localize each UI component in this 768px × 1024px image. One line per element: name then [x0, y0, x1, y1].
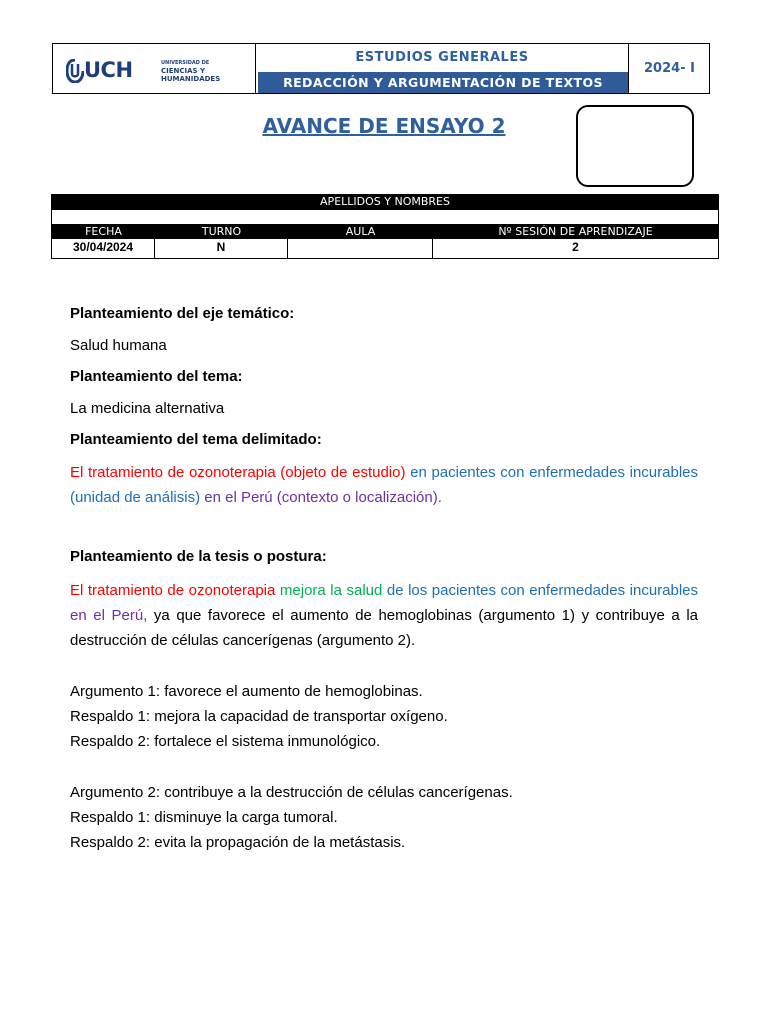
- university-logo-cell: [53, 44, 256, 93]
- col-fecha: FECHA: [85, 225, 122, 238]
- logo-university-name: [161, 60, 241, 83]
- tema-value: La medicina alternativa: [70, 400, 225, 417]
- course-info-cell: [256, 44, 629, 93]
- val-sesion: 2: [572, 240, 579, 254]
- name-header: APELLIDOS Y NOMBRES: [320, 195, 450, 208]
- delimited-object: El tratamiento de ozonoterapia (objeto de estudio): [70, 464, 406, 481]
- argument-2-backing-1: Respaldo 1: disminuye la carga tumoral.: [70, 809, 338, 826]
- name-value-row: [52, 209, 718, 225]
- logo-line-1: UNIVERSIDAD DE: [161, 60, 210, 66]
- tesis-context: en el Perú,: [70, 607, 148, 624]
- page-title: AVANCE DE ENSAYO 2: [262, 114, 506, 138]
- tesis-reasons: ya que favorece el aumento de hemoglobinas (argumento 1) y contribuye a la destrucción de células cancerígenas (argumento 2).: [70, 607, 699, 649]
- val-fecha: 30/04/2024: [52, 239, 155, 258]
- tesis-heading: Planteamiento de la tesis o postura:: [70, 548, 327, 565]
- course-area: ESTUDIOS GENERALES: [355, 50, 529, 65]
- name-header-row: [52, 195, 718, 209]
- argument-1-backing-1: Respaldo 1: mejora la capacidad de transportar oxígeno.: [70, 708, 448, 725]
- col-aula: AULA: [345, 225, 376, 238]
- delimited-heading: Planteamiento del tema delimitado:: [70, 431, 322, 448]
- photo-box: [576, 105, 694, 187]
- logo-brand-text: UCH: [84, 58, 133, 82]
- argument-2-backing-2: Respaldo 2: evita la propagación de la metástasis.: [70, 834, 406, 851]
- tema-heading: Planteamiento del tema:: [70, 368, 243, 385]
- val-aula: [288, 239, 433, 258]
- columns-header-row: [52, 225, 718, 239]
- argument-2: Argumento 2: contribuye a la destrucción de células cancerígenas.: [70, 784, 513, 801]
- argument-1-backing-2: Respaldo 2: fortalece el sistema inmunológico.: [70, 733, 381, 750]
- name-value: [52, 210, 718, 224]
- val-turno: N: [155, 239, 288, 258]
- tesis-unit: de los pacientes con enfermedades incurables: [386, 582, 699, 599]
- student-info-table: [51, 194, 719, 259]
- essay-body: [70, 300, 698, 855]
- tesis-text: [70, 578, 698, 653]
- tesis-effect: mejora la salud: [279, 582, 383, 599]
- logo-line-2: CIENCIAS Y: [161, 67, 206, 75]
- col-turno: TURNO: [201, 225, 242, 238]
- eje-value: Salud humana: [70, 337, 167, 354]
- eje-heading: Planteamiento del eje temático:: [70, 305, 295, 322]
- tesis-object: El tratamiento de ozonoterapia: [70, 582, 276, 599]
- delimited-unit: en pacientes con enfermedades incurables (unidad de análisis): [70, 464, 698, 506]
- uch-emblem-icon: [66, 59, 84, 83]
- document-header: [52, 43, 710, 94]
- course-name: REDACCIÓN Y ARGUMENTACIÓN DE TEXTOS: [258, 72, 628, 93]
- values-row: [52, 239, 718, 258]
- logo-line-3: HUMANIDADES: [161, 75, 221, 83]
- academic-period: 2024- I: [644, 61, 695, 76]
- argument-1: Argumento 1: favorece el aumento de hemoglobinas.: [70, 683, 423, 700]
- col-sesion: Nº SESIÓN DE APRENDIZAJE: [498, 225, 653, 238]
- delimited-text: [70, 460, 698, 510]
- delimited-context: en el Perú (contexto o localización).: [204, 489, 442, 506]
